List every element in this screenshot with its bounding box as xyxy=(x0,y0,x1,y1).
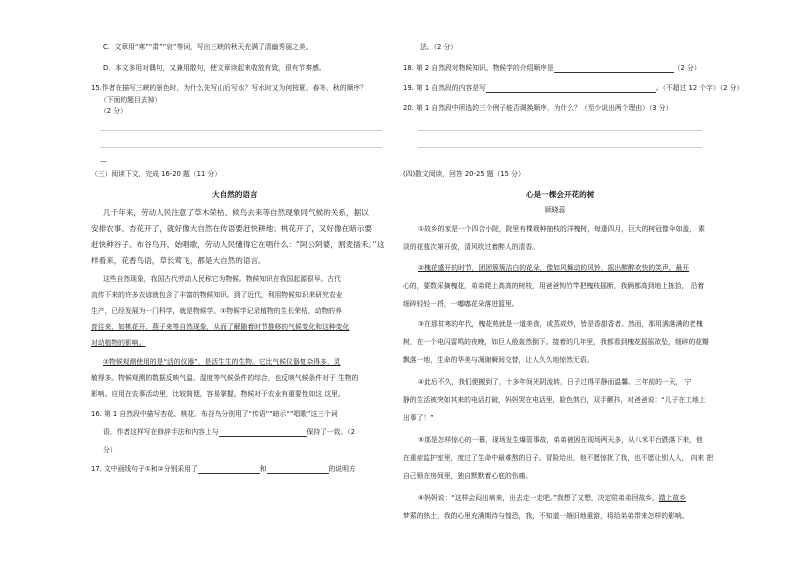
essay-line xyxy=(418,494,686,503)
essay-author: 顾晓蕊 xyxy=(545,206,566,214)
text-line: 赶快种谷子。布谷鸟开，始唱歌，劳动人民懂得它在唱什么：“阿公阿婆，割麦插禾。’’这 xyxy=(91,240,385,249)
text-line: 几千年来，劳动人民注意了草木荣枯、候鸟去来等自然现象同气候的关系，据以 xyxy=(103,208,369,217)
question-19-score: 。（不超过 12 个字）（2 分） xyxy=(655,84,744,92)
question-18-text: 18. 第 2 自然段对物候知识、物候学的介绍顺序是 xyxy=(403,64,554,72)
essay-underlined-text: 踏上故乡 xyxy=(658,494,687,502)
question-18-score: （2 分） xyxy=(673,64,701,72)
question-19 xyxy=(403,84,743,93)
text-line: 生产，已经发展为一门科学，就是物候学。①物候学记录植物的生长荣枯，动物的养 xyxy=(91,307,342,315)
essay-line: 细碎轻轻一捋，一嘟嘟花朵落进篮里。 xyxy=(403,300,519,308)
question-17 xyxy=(91,465,356,474)
essay-line: ④此后不久，我们便搬到了，十多年间光阴流转，日子过得平静而温馨。三年前的一天， 宁 xyxy=(418,378,692,386)
essay-line: 飘落一地，生命的华美与凋谢瞬间交替，让人久久地惊然无语。 xyxy=(403,356,594,364)
essay-line: ①故乡的家是一个四合小院，院里有棵栽种抽枝的洋槐树，每逢四月，巨大的树冠像伞如盖， 素 xyxy=(418,225,705,233)
essay-text: ⑥妈妈说：“这样会闷出病来，出去走一走吧。”我想了又想，决定陪弟弟回故乡。 xyxy=(418,494,659,502)
essay-line: ③在那贫寒的年代，槐花苑就是一道美食，或蒸或炒，皆是香甜香者。然而，那用满落满的老槐 xyxy=(418,320,703,328)
essay-line: 在重症监护室里，度过了生命中最难熬的日子。冒险给出，他不愿惊扰了我，也不愿让别人人， 向来 把 xyxy=(403,454,714,462)
question-16-b xyxy=(103,428,355,437)
essay-line: 梦萦的热土，我的心里充满期待与惶恐，我，不知道一趟旧地重游，将给弟弟带来怎样的影响。 xyxy=(403,512,689,520)
passage-title: 大自然的语言 xyxy=(212,190,258,199)
answer-line-end: — xyxy=(100,158,107,166)
question-17-end: 的说明方 xyxy=(328,465,356,473)
question-15: 15.作者在描写三峡的景色时，为什么先写山后写水？写水时又为何按夏、春冬、秋的顺序？ xyxy=(91,84,367,92)
essay-underlined-line: ②槐花盛开的时节，团团簇簇洁白的花朵，像如风舞动的风铃，摇出醉醉欢快的笑声。最开 xyxy=(418,264,690,272)
answer-blank[interactable] xyxy=(554,64,674,73)
text-line: 安排农事。杏花开了，就好像大自然在传语要赶快耕地；桃花开了，又好像在暗示要 xyxy=(91,224,372,233)
essay-line: 静的生活被突如其来的电话打破，妈妈哭在电话里，脸色煞白，双手颤抖，对爸爸说：“儿子在工地上 xyxy=(403,396,706,404)
question-20: 20. 第 1 自然段中所选的三个例子能否调换顺序，为什么？（至少说出两个理由）（3 分） xyxy=(403,104,673,112)
essay-line: 树，在一个电闪雷鸣的夜晚，如巨人般轰然倒下。接着的几年里，我都看到槐花摇摇欲坠，细碎的花瓣 xyxy=(403,338,709,346)
question-19-text: 19. 第 1 自然段的内容是写 xyxy=(403,84,486,92)
text-line: 流传下来的许多农谚就包含了丰富的物候知识。到了近代，利用物候知识来研究农业 xyxy=(91,291,343,299)
answer-blank[interactable] xyxy=(219,428,307,437)
underlined-sentence-1: 育往来，如桃花开、燕子来等自然现象，从而了解随着时节推移的气候变化和这种变化 xyxy=(91,323,350,331)
answer-line xyxy=(418,130,702,131)
question-16: 16. 第 1 自然段中描写杏花、桃花、布谷鸟分别用了“传语”“暗示”“唱歌”这三个词 xyxy=(91,410,338,418)
option-d: D．本文多用对偶句，又兼用散句，使文章读起来收放有致，很有节奏感。 xyxy=(103,64,326,72)
answer-blank[interactable] xyxy=(198,465,260,474)
essay-title: 心是一棵会开花的树 xyxy=(526,190,595,199)
question-15-note: （下面的题目去掉） xyxy=(100,96,162,104)
section-4-heading: (四)散文阅读，回答 20-25 题（15 分） xyxy=(403,170,525,178)
underlined-sentence-2: ②物候观测使用的是“活的仪器”，是活生生的生物。它比气候仪器复杂得多，灵 xyxy=(103,358,341,366)
text-line: 影响。应用在农事活动里，比较简便，容易掌握。物候对于农业有重要性如这 这里。 xyxy=(91,390,345,398)
text-line: 这些自然现象，我国古代劳动人民称它为物候。物候知识在我国起源很早。古代 xyxy=(103,275,341,283)
text-line: 样看来，花香鸟语，草长莺飞，都是大自然的语言。 xyxy=(91,256,266,265)
essay-line: 心的，要数采摘槐花，弟弟爬上高高的树枝，用爸爸钩竹竿把槐枝摇断，我俩都高到地上拣拾， 沿着 xyxy=(403,282,705,290)
answer-blank[interactable] xyxy=(267,465,329,474)
answer-blank[interactable] xyxy=(486,84,656,93)
question-15-score: （2 分） xyxy=(100,107,127,115)
answer-line xyxy=(100,147,382,148)
question-16-text: 语，作者这样写在修辞手法和内容上与 xyxy=(103,428,219,436)
answer-line xyxy=(418,147,702,148)
question-16-score-end: 分） xyxy=(103,446,117,454)
underlined-sentence-1-end: 对动植物的影响。 xyxy=(91,339,146,347)
section-3-heading: （三）阅读下文，完成 16-20 题（11 分） xyxy=(91,170,222,178)
question-17-text: 17. 文中画线句子①和②分别采用了 xyxy=(91,465,198,473)
option-c: C．文章用“寒”“肃”“哀”等词，写出三峡的秋天充满了清幽秀丽之美。 xyxy=(103,43,313,51)
text-line: 敏得多。物候观测的数据反映气温、湿度等气候条件的综合，也反映气候条件对于 生物的 xyxy=(91,374,359,382)
essay-line: 淡的花苞次第开放，清风吹过着醉人的清香。 xyxy=(403,243,539,251)
answer-line xyxy=(100,130,382,131)
essay-line: 自己锁在房间里，独自默默着心底的伤痛。 xyxy=(403,472,533,480)
question-16-score: 保持了一致。（2 xyxy=(306,428,356,436)
essay-line: 出事了！” xyxy=(403,414,434,422)
question-17-cont: 法。（2 分） xyxy=(420,43,458,51)
essay-line: ⑤那是怎样惊心的一幕，现场发生爆管事故，弟弟被困在现场两天多，从八米平台跌落下来，他 xyxy=(418,436,703,444)
question-17-and: 和 xyxy=(259,465,267,473)
question-18 xyxy=(403,64,701,73)
